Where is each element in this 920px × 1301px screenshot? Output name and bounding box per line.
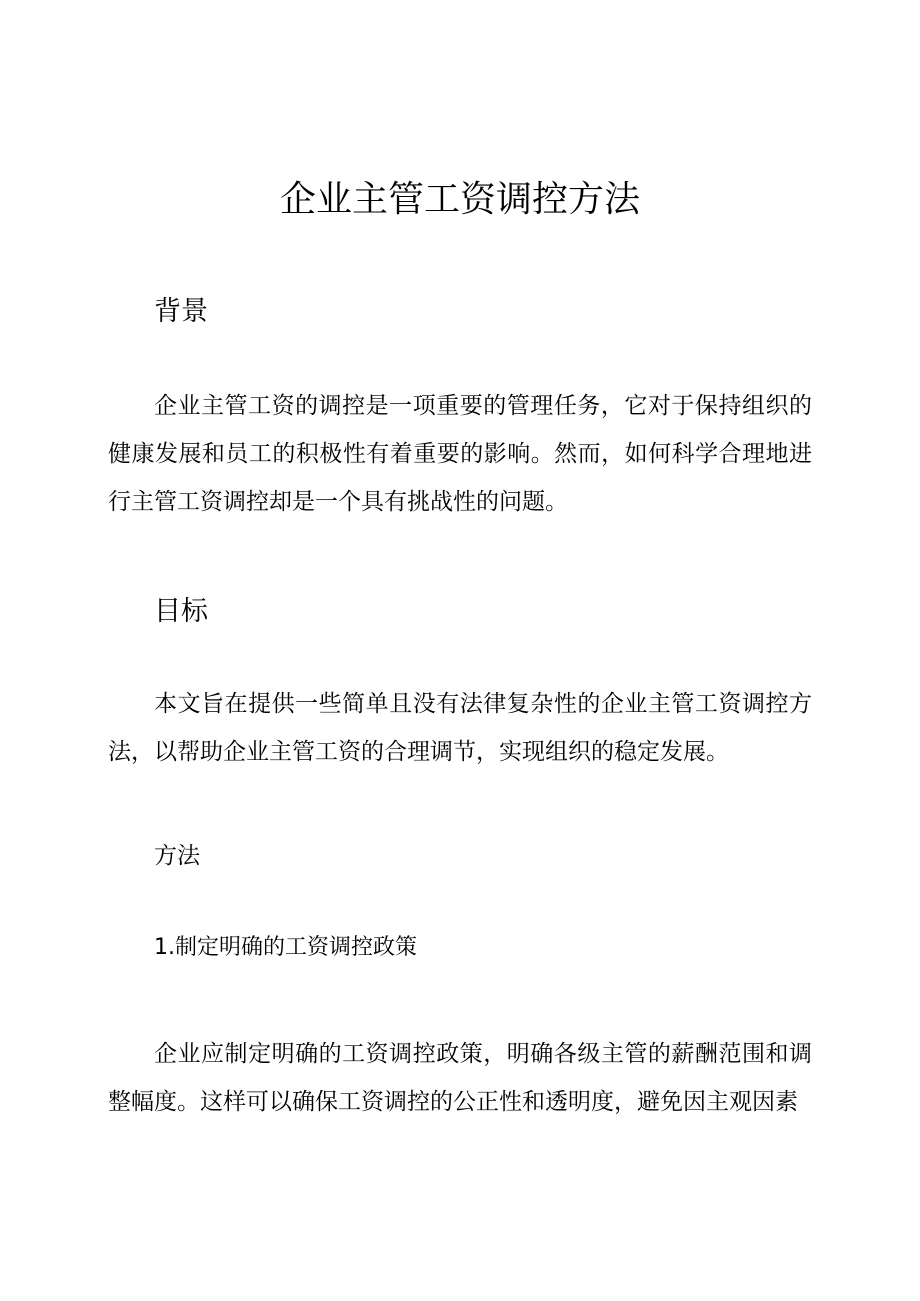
document-title: 企业主管工资调控方法 <box>279 179 640 220</box>
method-subheading: 1.制定明确的工资调控政策 <box>154 935 417 960</box>
section-heading-goal: 目标 <box>154 596 208 627</box>
section-heading-background: 背景 <box>154 296 208 327</box>
background-paragraph: 企业主管工资的调控是一项重要的管理任务，它对于保持组织的健康发展和员工的积极性有着重要的影响。然而，如何科学合理地进行主管工资调控却是一个具有挑战性的问题。 <box>108 393 812 515</box>
method-paragraph: 企业应制定明确的工资调控政策，明确各级主管的薪酬范围和调整幅度。这样可以确保工资调控的公正性和透明度，避免因主观因素 <box>108 1041 812 1115</box>
goal-paragraph: 本文旨在提供一些简单且没有法律复杂性的企业主管工资调控方法，以帮助企业主管工资的合理调节，实现组织的稳定发展。 <box>108 691 812 765</box>
section-heading-method: 方法 <box>154 843 200 869</box>
